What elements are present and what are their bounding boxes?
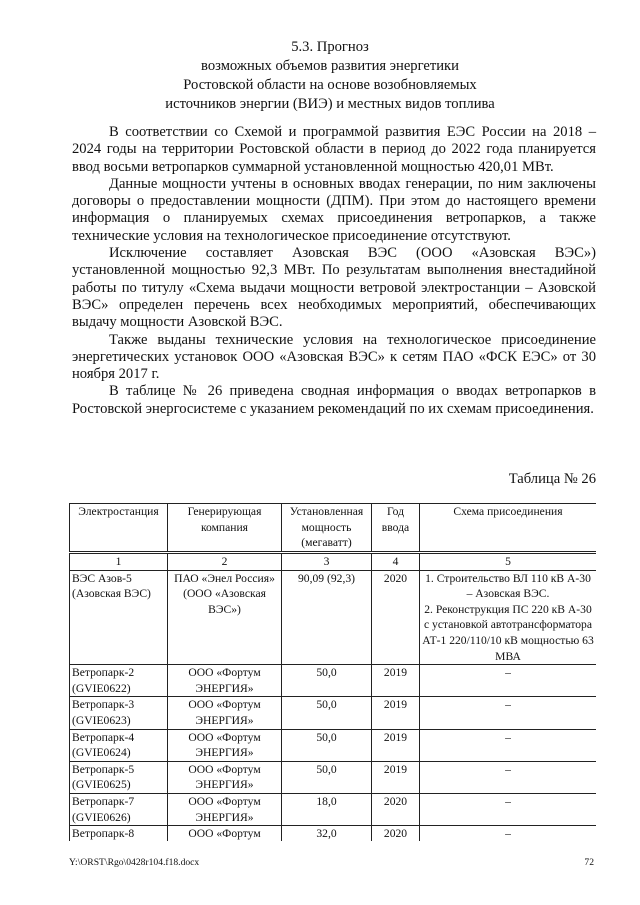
station-cell: Ветропарк-7 (GVIE0626) <box>70 793 168 825</box>
station-cell: Ветропарк-2 (GVIE0622) <box>70 665 168 697</box>
year-cell: 2019 <box>372 761 420 793</box>
paragraph: В таблице № 26 приведена сводная информация о вводах ветропарков в Ростовской энергосистеме с указанием рекомендаций по их схемам присоединения. <box>72 383 596 417</box>
body-text <box>72 124 596 418</box>
station-cell: Ветропарк-5 (GVIE0625) <box>70 761 168 793</box>
scheme-item: – <box>505 762 511 776</box>
column-number: 2 <box>168 553 282 571</box>
capacity-cell: 50,0 <box>282 761 372 793</box>
table-row <box>70 793 597 825</box>
scheme-item: – <box>505 698 511 712</box>
column-number: 1 <box>70 553 168 571</box>
capacity-cell: 50,0 <box>282 729 372 761</box>
table-row <box>70 826 597 841</box>
column-number: 4 <box>372 553 420 571</box>
column-number: 3 <box>282 553 372 571</box>
table-row <box>70 697 597 729</box>
scheme-cell <box>420 665 597 697</box>
scheme-item: 1. Строительство ВЛ 110 кВ А-30 – Азовская ВЭС. <box>425 571 591 601</box>
column-header: Год ввода <box>372 504 420 553</box>
company-cell: ООО «Фортум ЭНЕРГИЯ» <box>168 697 282 729</box>
scheme-cell <box>420 697 597 729</box>
year-cell: 2020 <box>372 826 420 841</box>
capacity-cell: 90,09 (92,3) <box>282 570 372 665</box>
scheme-cell <box>420 729 597 761</box>
capacity-cell: 18,0 <box>282 793 372 825</box>
footer-file-path: Y:\ORST\Rgo\0428r104.f18.docx <box>69 857 200 868</box>
scheme-cell <box>420 570 597 665</box>
heading-line: возможных объемов развития энергетики <box>201 58 459 74</box>
table-container <box>69 503 596 841</box>
company-cell: ООО «Фортум ЭНЕРГИЯ» <box>168 761 282 793</box>
column-number-row <box>70 553 597 571</box>
company-cell: ООО «Фортум ЭНЕРГИЯ» <box>168 665 282 697</box>
table-caption: Таблица № 26 <box>508 471 596 487</box>
station-cell: Ветропарк-3 (GVIE0623) <box>70 697 168 729</box>
company-cell: ООО «Фортум <box>168 826 282 841</box>
company-cell: ООО «Фортум ЭНЕРГИЯ» <box>168 793 282 825</box>
year-cell: 2019 <box>372 729 420 761</box>
heading-line: Ростовской области на основе возобновляемых <box>183 77 477 93</box>
column-header: Установленная мощность (мегаватт) <box>282 504 372 553</box>
station-cell: Ветропарк-4 (GVIE0624) <box>70 729 168 761</box>
heading-line: источников энергии (ВИЭ) и местных видов топлива <box>165 96 495 112</box>
year-cell: 2019 <box>372 697 420 729</box>
scheme-item: – <box>505 794 511 808</box>
capacity-cell: 32,0 <box>282 826 372 841</box>
station-cell: ВЭС Азов-5 (Азовская ВЭС) <box>70 570 168 665</box>
company-cell: ПАО «Энел Россия» (ООО «Азовская ВЭС») <box>168 570 282 665</box>
column-header: Схема присоединения <box>420 504 597 553</box>
company-cell: ООО «Фортум ЭНЕРГИЯ» <box>168 729 282 761</box>
heading-line: 5.3. Прогноз <box>291 39 369 55</box>
wind-parks-table <box>69 503 596 841</box>
scheme-item: – <box>505 666 511 680</box>
table-row <box>70 729 597 761</box>
page-number: 72 <box>584 857 594 868</box>
paragraph: Данные мощности учтены в основных вводах генерации, по ним заключены договоры о предоставлении мощности (ДПМ). При этом до настоящего времени информация о планируемых схемах присоединения ветропарков, а также технические условия на технологическое присоединение отсутствуют. <box>72 175 596 244</box>
table-row <box>70 761 597 793</box>
column-header: Генерирующая компания <box>168 504 282 553</box>
capacity-cell: 50,0 <box>282 697 372 729</box>
station-cell: Ветропарк-8 <box>70 826 168 841</box>
scheme-cell <box>420 761 597 793</box>
table-row <box>70 570 597 665</box>
scheme-item: 2. Реконструкция ПС 220 кВ А-30 с установкой автотрансформатора АТ-1 220/110/10 кВ мощностью 63 МВА <box>422 602 594 663</box>
scheme-cell <box>420 826 597 841</box>
scheme-item: – <box>505 827 511 841</box>
year-cell: 2020 <box>372 793 420 825</box>
paragraph: В соответствии со Схемой и программой развития ЕЭС России на 2018 – 2024 годы на территории Ростовской области в период до 2022 года планируется ввод восьми ветропарков суммарной установленной мощностью 420,01 МВт. <box>72 124 596 175</box>
column-number: 5 <box>420 553 597 571</box>
year-cell: 2019 <box>372 665 420 697</box>
scheme-item: – <box>505 730 511 744</box>
section-heading <box>60 38 600 114</box>
scheme-cell <box>420 793 597 825</box>
table-row <box>70 665 597 697</box>
year-cell: 2020 <box>372 570 420 665</box>
column-header: Электростанция <box>70 504 168 553</box>
capacity-cell: 50,0 <box>282 665 372 697</box>
table-header-row <box>70 504 597 553</box>
paragraph: Исключение составляет Азовская ВЭС (ООО «Азовская ВЭС») установленной мощностью 92,3 МВт. По результатам выполнения внестадийной работы по титулу «Схема выдачи мощности ветровой электростанции – Азовской ВЭС» определен перечень всех необходимых мероприятий, обеспечивающих выдачу мощности Азовской ВЭС. <box>72 245 596 331</box>
paragraph: Также выданы технические условия на технологическое присоединение энергетических установок ООО «Азовская ВЭС» к сетям ПАО «ФСК ЕЭС» от 30 ноября 2017 г. <box>72 331 596 383</box>
